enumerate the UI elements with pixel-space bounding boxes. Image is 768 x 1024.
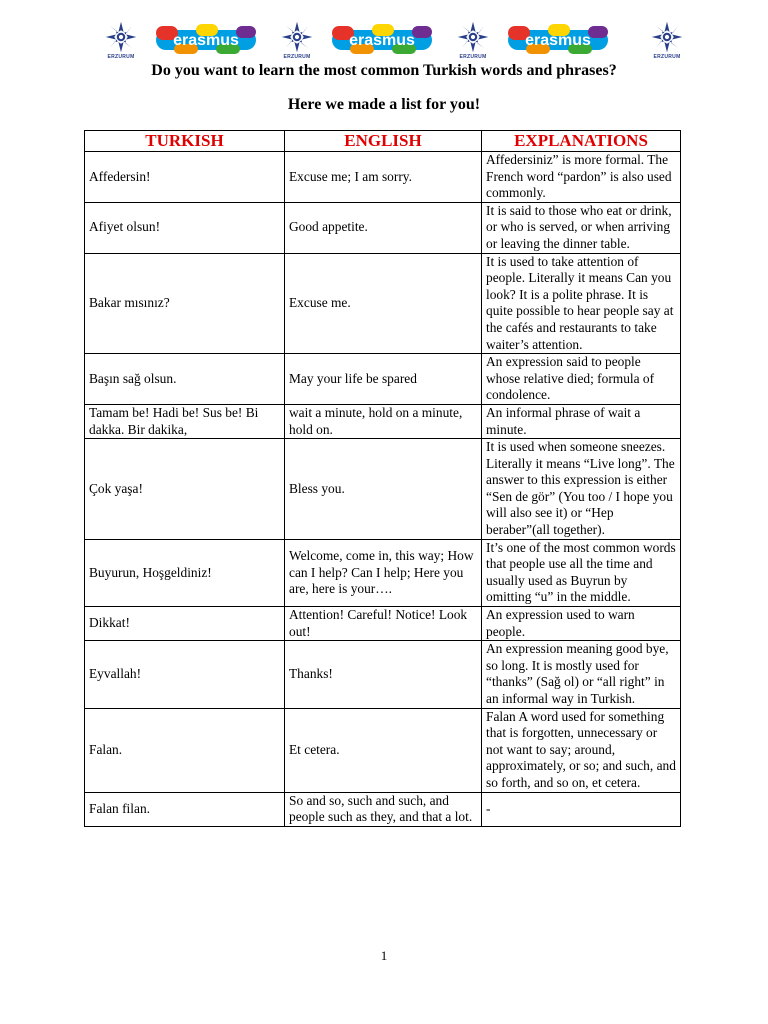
column-header-english: ENGLISH — [285, 131, 482, 152]
explanation-cell: It is used to take attention of people. Literally it means Can you look? It is a polite phrase. It is quite possible to hear people say at the cafés and restaurants to take waiter’s attention. — [482, 253, 681, 354]
explanation-cell: An informal phrase of wait a minute. — [482, 404, 681, 438]
turkish-cell: Falan. — [85, 708, 285, 792]
erasmus-logo — [330, 22, 434, 56]
english-cell: Thanks! — [285, 641, 482, 708]
university-seal-icon — [650, 20, 684, 64]
turkish-cell: Dikkat! — [85, 607, 285, 641]
explanation-cell: An expression meaning good bye, so long. It is mostly used for “thanks” (Sağ ol) or “all right” in an informal way in Turkish. — [482, 641, 681, 708]
turkish-cell: Eyvallah! — [85, 641, 285, 708]
table-header-row — [85, 131, 681, 152]
english-cell: Excuse me; I am sorry. — [285, 152, 482, 203]
english-cell: Bless you. — [285, 439, 482, 540]
english-cell: Good appetite. — [285, 202, 482, 253]
university-seal-icon — [104, 20, 138, 64]
english-cell: So and so, such and such, and people such as they, and that a lot. — [285, 792, 482, 826]
column-header-turkish: TURKISH — [85, 131, 285, 152]
table-row — [85, 539, 681, 606]
table-row — [85, 607, 681, 641]
table-row — [85, 439, 681, 540]
turkish-cell: Falan filan. — [85, 792, 285, 826]
erasmus-wordmark: erasmus — [349, 32, 415, 49]
english-cell: Excuse me. — [285, 253, 482, 354]
explanation-cell: Falan A word used for something that is forgotten, unnecessary or not want to say; around, approximately, or so; and such, and so forth, and so on, et cetera. — [482, 708, 681, 792]
turkish-cell: Bakar mısınız? — [85, 253, 285, 354]
seal-caption: ERZURUM — [107, 54, 135, 60]
turkish-cell: Buyurun, Hoşgeldiniz! — [85, 539, 285, 606]
table-row — [85, 641, 681, 708]
table-row — [85, 354, 681, 405]
turkish-cell: Affedersin! — [85, 152, 285, 203]
seal-caption: ERZURUM — [653, 54, 681, 60]
explanation-cell: It is used when someone sneezes. Literally it means “Live long”. The answer to this expression is either “Sen de gör” (You too / I hope you will also see it) or “Hep beraber”(all together). — [482, 439, 681, 540]
column-header-explanations: EXPLANATIONS — [482, 131, 681, 152]
turkish-cell: Tamam be! Hadi be! Sus be! Bi dakka. Bir dakika, — [85, 404, 285, 438]
page-number: 1 — [380, 948, 388, 963]
table-row — [85, 253, 681, 354]
table-row — [85, 404, 681, 438]
erasmus-wordmark: erasmus — [525, 32, 591, 49]
explanation-cell: - — [482, 792, 681, 826]
english-cell: Et cetera. — [285, 708, 482, 792]
explanation-cell: It’s one of the most common words that people use all the time and usually used as Buyrun by omitting “u” in the middle. — [482, 539, 681, 606]
table-row — [85, 152, 681, 203]
english-cell: Welcome, come in, this way; How can I help? Can I help; Here you are, here is your…. — [285, 539, 482, 606]
page-subtitle: Here we made a list for you! — [287, 96, 481, 113]
english-cell: wait a minute, hold on a minute, hold on. — [285, 404, 482, 438]
university-seal-icon — [280, 20, 314, 64]
erasmus-logo — [154, 22, 258, 56]
seal-caption: ERZURUM — [283, 54, 311, 60]
explanation-cell: An expression used to warn people. — [482, 607, 681, 641]
english-cell: May your life be spared — [285, 354, 482, 405]
phrases-table — [84, 130, 681, 827]
turkish-cell: Afiyet olsun! — [85, 202, 285, 253]
page-title: Do you want to learn the most common Turkish words and phrases? — [151, 62, 617, 79]
explanation-cell: An expression said to people whose relative died; formula of condolence. — [482, 354, 681, 405]
explanation-cell: Affedersiniz” is more formal. The French word “pardon” is also used commonly. — [482, 152, 681, 203]
table-row — [85, 792, 681, 826]
erasmus-logo — [506, 22, 610, 56]
university-seal-icon — [456, 20, 490, 64]
english-cell: Attention! Careful! Notice! Look out! — [285, 607, 482, 641]
explanation-cell: It is said to those who eat or drink, or who is served, or when arriving or leaving the dinner table. — [482, 202, 681, 253]
seal-caption: ERZURUM — [459, 54, 487, 60]
table-row — [85, 202, 681, 253]
turkish-cell: Çok yaşa! — [85, 439, 285, 540]
erasmus-wordmark: erasmus — [173, 32, 239, 49]
header-logos — [98, 16, 688, 64]
turkish-cell: Başın sağ olsun. — [85, 354, 285, 405]
table-row — [85, 708, 681, 792]
